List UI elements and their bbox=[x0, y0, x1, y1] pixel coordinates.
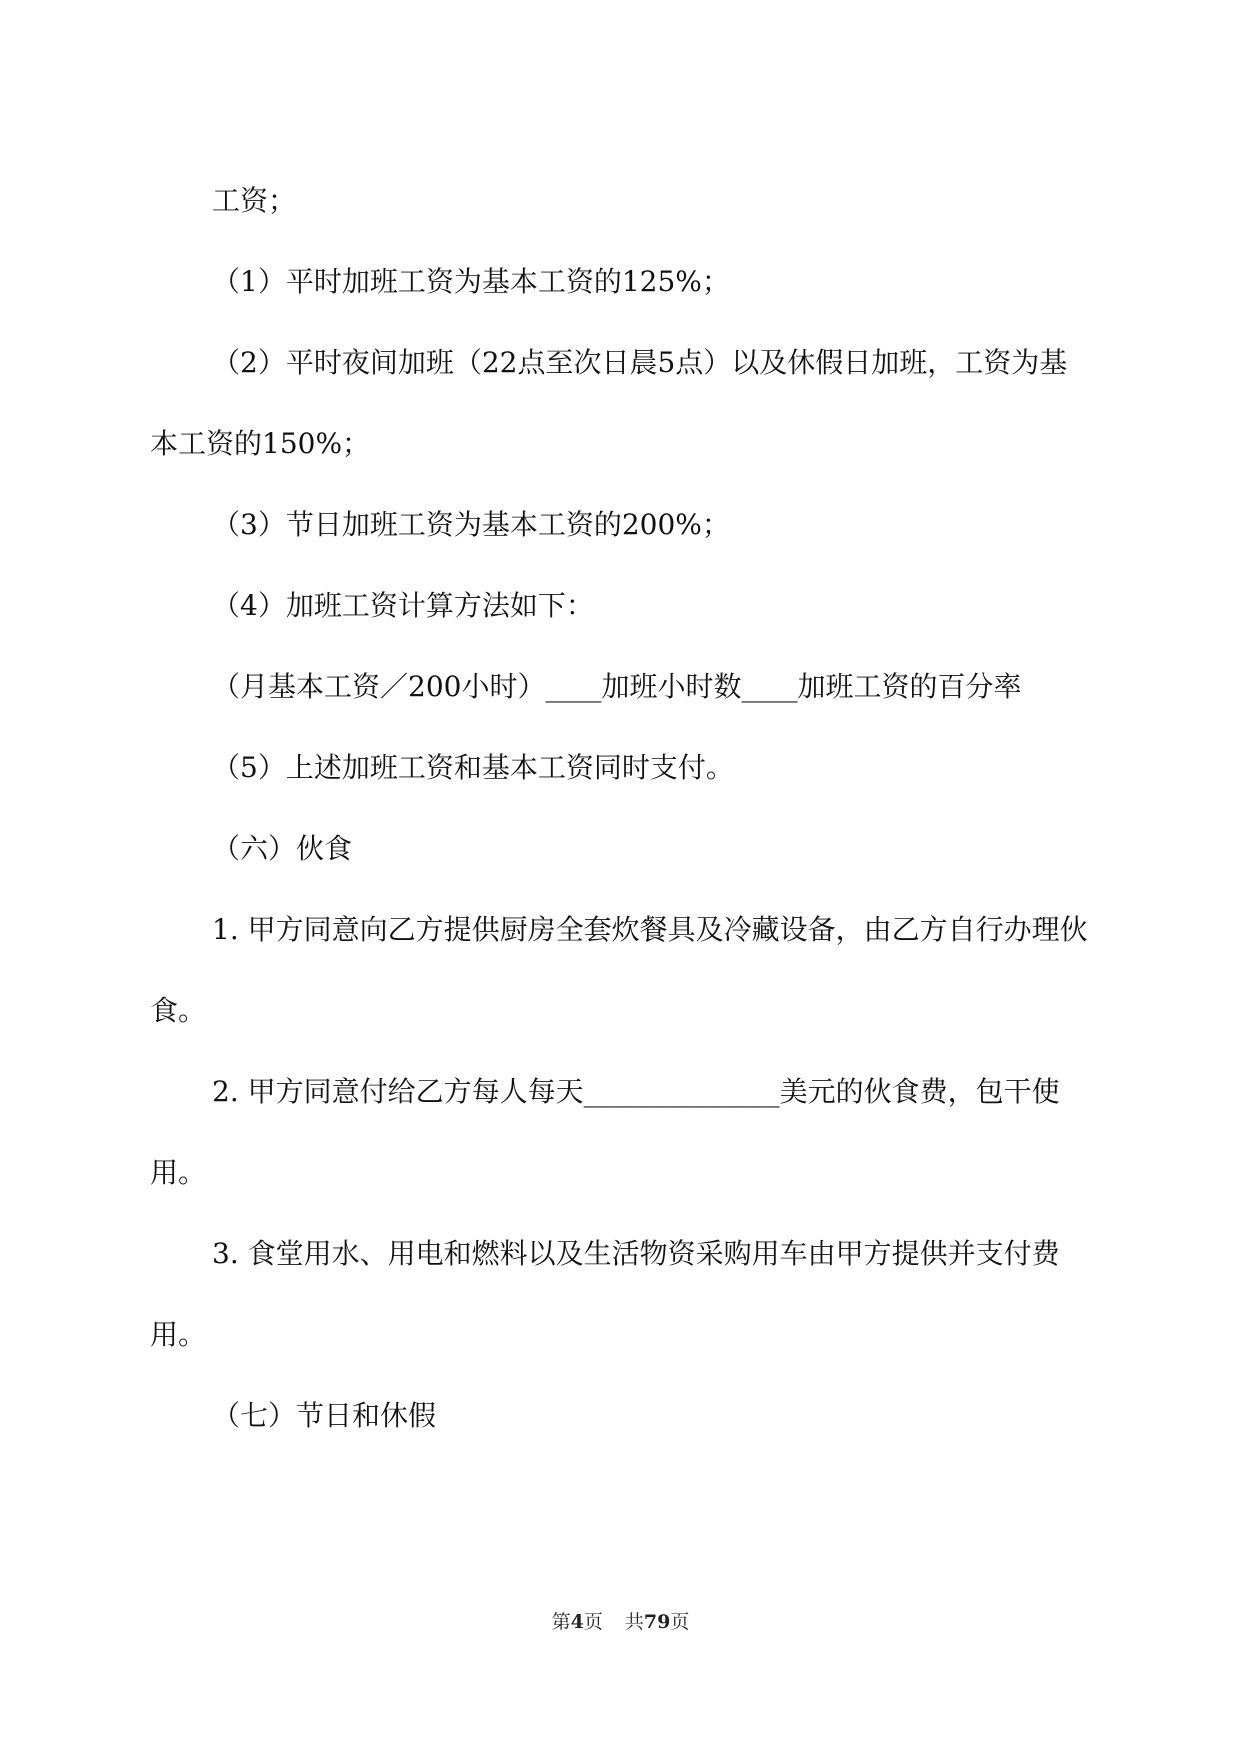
paragraph-item-3: （3）节日加班工资为基本工资的200%； bbox=[212, 508, 730, 541]
paragraph-meals-2: 2. 甲方同意付给乙方每人每天______________美元的伙食费，包干使用。 bbox=[150, 1075, 1060, 1189]
footer-total-prefix: 共 bbox=[624, 1611, 644, 1633]
footer-total-pages: 79 bbox=[643, 1611, 671, 1633]
footer-total-suffix: 页 bbox=[670, 1611, 690, 1633]
paragraph-meals-3: 3. 食堂用水、用电和燃料以及生活物资采购用车由甲方提供并支付费用。 bbox=[150, 1237, 1060, 1351]
paragraph-item-1: （1）平时加班工资为基本工资的125%； bbox=[212, 265, 730, 298]
footer-page-number: 4 bbox=[570, 1611, 584, 1633]
paragraph-item-4: （4）加班工资计算方法如下： bbox=[212, 589, 594, 622]
page-footer bbox=[0, 1607, 1241, 1634]
section-heading-holidays: （七）节日和休假 bbox=[212, 1399, 437, 1432]
footer-page-suffix: 页 bbox=[583, 1611, 603, 1633]
document-body bbox=[150, 160, 1090, 1456]
paragraph-item-5: （5）上述加班工资和基本工资同时支付。 bbox=[212, 751, 734, 784]
paragraph-item-2: （2）平时夜间加班（22点至次日晨5点）以及休假日加班，工资为基本工资的150%； bbox=[150, 346, 1068, 460]
section-heading-meals: （六）伙食 bbox=[212, 832, 353, 865]
paragraph-wage-continuation: 工资； bbox=[212, 184, 297, 217]
footer-page-prefix: 第 bbox=[551, 1611, 571, 1633]
paragraph-formula: （月基本工资／200小时）____加班小时数____加班工资的百分率 bbox=[212, 670, 1022, 703]
paragraph-meals-1: 1. 甲方同意向乙方提供厨房全套炊餐具及冷藏设备，由乙方自行办理伙食。 bbox=[150, 913, 1088, 1027]
